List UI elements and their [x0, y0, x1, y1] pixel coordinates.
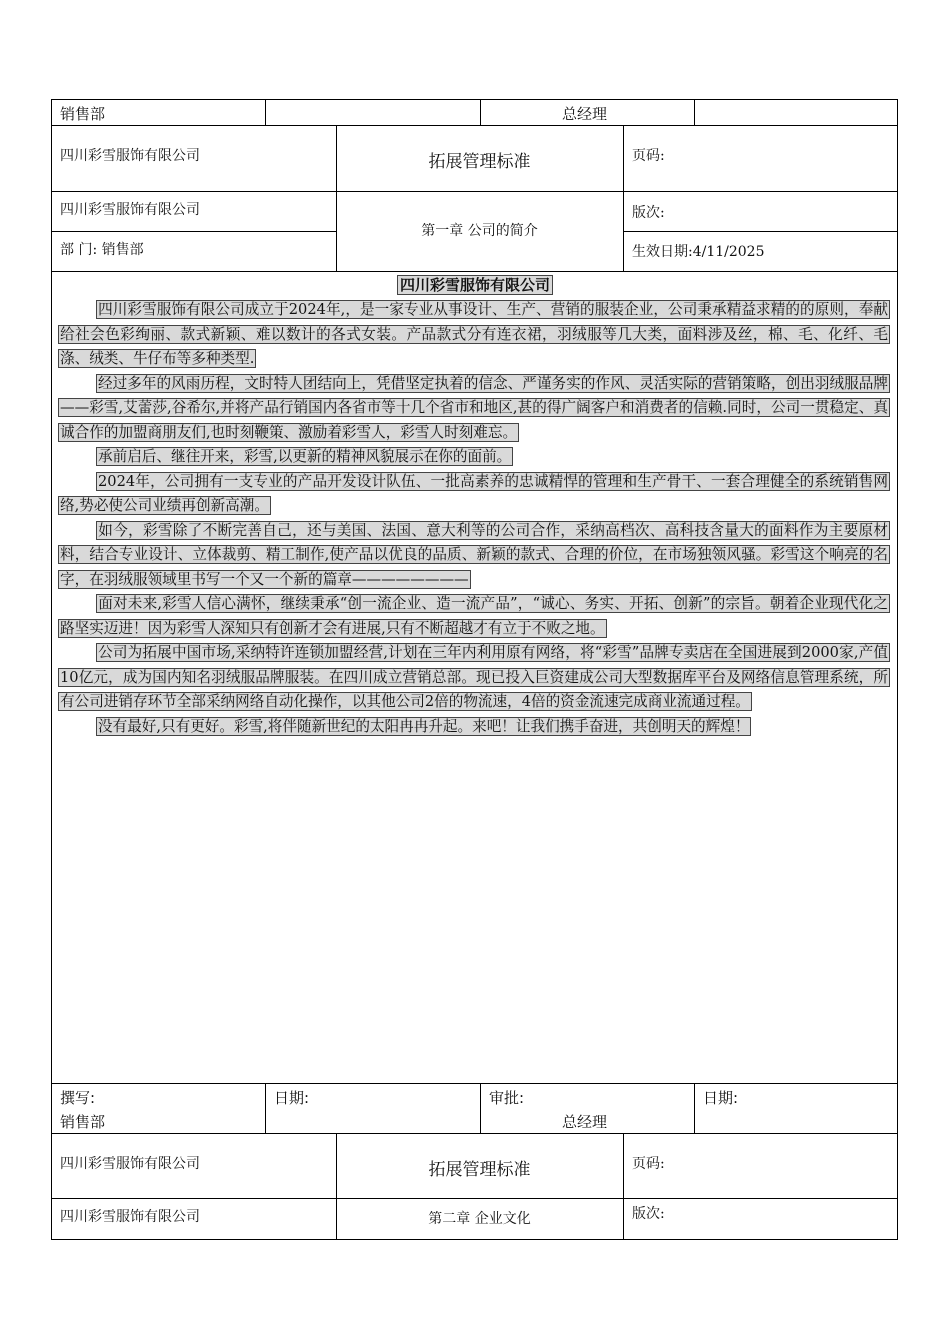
- writer-label: 撰写:: [60, 1089, 96, 1107]
- paragraph: 公司为拓展中国市场,采纳特许连锁加盟经营,计划在三年内利用原有网络，将“彩雪”品牌专卖店在全国进展到2000家,产值10亿元，成为国内知名羽绒服品牌服装。在四川成立营销总部。现已投入巨资建成公司大型数据库平台及网络信息管理系统，所有公司进销存环节全部采纳网络自动化操作，以其他公司2倍的物流速，4倍的资金流速完成商业流通过程。: [60, 644, 888, 710]
- approve-label: 审批:: [489, 1089, 525, 1107]
- doc-title: 拓展管理标准: [428, 1160, 531, 1180]
- paragraph: 2024年，公司拥有一支专业的产品开发设计队伍、一批高素养的忠诚精悍的管理和生产骨干、一套合理健全的系统销售网络,势必使公司业绩再创新高潮。: [60, 472, 888, 514]
- heading-text: 四川彩雪服饰有限公司: [399, 276, 550, 294]
- writer-name: 销售部: [60, 1113, 106, 1131]
- paragraph: 没有最好,只有更好。彩雪,将伴随新世纪的太阳冉冉升起。来吧！让我们携手奋进，共创明天的辉煌！: [98, 717, 750, 735]
- divider: [51, 1198, 898, 1199]
- divider: [480, 1083, 481, 1134]
- company-name: 四川彩雪服饰有限公司: [60, 1156, 200, 1172]
- divider: [51, 191, 898, 192]
- divider: [623, 231, 898, 232]
- divider: [694, 99, 695, 126]
- content-body: [59, 298, 889, 739]
- paragraph: 四川彩雪服饰有限公司成立于2024年,，是一家专业从事设计、生产、营销的服装企业，公司秉承精益求精的的原则，奉献给社会色彩绚丽、款式新颖、难以数计的各式女装。产品款式分有连衣裙，羽绒服等几大类，面料涉及丝，棉、毛、化纤、毛涤、绒类、牛仔布等多种类型.: [60, 301, 888, 367]
- divider: [480, 99, 481, 126]
- company-name-2: 四川彩雪服饰有限公司: [60, 1209, 200, 1225]
- company-name: 四川彩雪服饰有限公司: [60, 148, 200, 164]
- version-label: 版次:: [632, 205, 665, 221]
- page-label: 页码:: [632, 1156, 665, 1172]
- divider: [694, 1083, 695, 1134]
- divider: [51, 231, 336, 232]
- company-name-2: 四川彩雪服饰有限公司: [60, 202, 200, 218]
- chapter-title: 第二章 企业文化: [428, 1211, 531, 1227]
- divider: [623, 125, 624, 272]
- divider: [265, 99, 266, 126]
- content-heading: [0, 274, 950, 295]
- effective-date: 生效日期:4/11/2025: [632, 244, 765, 260]
- top-strip: [51, 99, 898, 126]
- top-dept: 销售部: [60, 105, 106, 123]
- approver-name: 总经理: [562, 1113, 608, 1131]
- paragraph: 如今，彩雪除了不断完善自己，还与美国、法国、意大利等的公司合作，采纳高档次、高科技含量大的面料作为主要原材料，结合专业设计、立体裁剪、精工制作,使产品以优良的品质、新颖的款式、合理的价位，在市场独领风骚。彩雪这个响亮的名字，在羽绒服领域里书写一个又一个新的篇章————————: [60, 521, 888, 588]
- page-label: 页码:: [632, 148, 665, 164]
- version-label: 版次:: [632, 1206, 665, 1222]
- date-label-2: 日期:: [703, 1089, 739, 1107]
- divider: [623, 1133, 624, 1240]
- doc-title: 拓展管理标准: [428, 152, 531, 172]
- chapter-title: 第一章 公司的简介: [421, 223, 538, 239]
- paragraph: 面对未来,彩雪人信心满怀，继续秉承“创一流企业、造一流产品”，“诚心、务实、开拓、创新”的宗旨。朝着企业现代化之路坚实迈进！因为彩雪人深知只有创新才会有进展,只有不断超越才有立于不败之地。: [60, 595, 888, 637]
- paragraph: 经过多年的风雨历程，文时特人团结向上，凭借坚定执着的信念、严谨务实的作风、灵活实际的营销策略，创出羽绒服品牌——彩雪,艾蕾莎,谷希尔,并将产品行销国内各省市等十几个省市和地区,甚的得广阔客户和消费者的信赖.同时，公司一贯稳定、真诚合作的加盟商朋友们,也时刻鞭策、激励着彩雪人，彩雪人时刻难忘。: [60, 374, 888, 441]
- department-label: 部 门: 销售部: [60, 242, 144, 258]
- footer-strip: [51, 1083, 898, 1134]
- top-manager: 总经理: [562, 105, 608, 123]
- divider: [265, 1083, 266, 1134]
- date-label: 日期:: [274, 1089, 310, 1107]
- paragraph: 承前启后、继往开来，彩雪,以更新的精神风貌展示在你的面前。: [98, 448, 512, 465]
